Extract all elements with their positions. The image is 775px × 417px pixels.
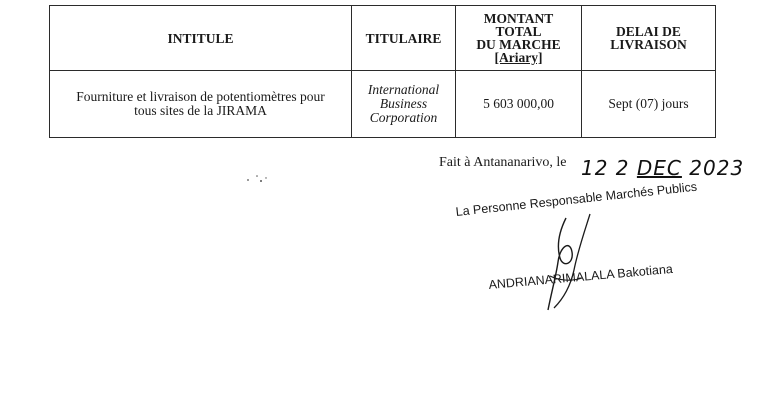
header-delai-line2: LIVRAISON <box>610 37 687 52</box>
table-header-row <box>50 6 716 71</box>
scan-speck-mark <box>245 172 271 186</box>
date-stamp-year: 2023 <box>689 156 745 180</box>
cell-titulaire-line1: International <box>367 82 440 97</box>
table-row <box>50 71 716 138</box>
date-stamp-month: DEC <box>636 156 682 180</box>
handwritten-signature <box>530 210 610 320</box>
cell-delai: Sept (07) jours <box>582 71 716 138</box>
header-montant <box>456 6 582 71</box>
cell-intitule-line2: tous sites de la JIRAMA <box>134 103 267 118</box>
cell-titulaire <box>352 71 456 138</box>
header-titulaire: TITULAIRE <box>352 6 456 71</box>
date-stamp-day: 12 2 <box>581 156 630 180</box>
header-montant-line1: MONTANT <box>483 11 554 26</box>
header-montant-line3: DU MARCHE <box>476 37 561 52</box>
header-intitule: INTITULE <box>50 6 352 71</box>
cell-titulaire-line3: Corporation <box>369 110 438 125</box>
cell-intitule-line1: Fourniture et livraison de potentiomètres pour <box>76 89 325 104</box>
header-montant-line2: TOTAL <box>495 24 542 39</box>
place-date-line: Fait à Antananarivo, le <box>439 155 567 170</box>
date-stamp <box>581 156 744 180</box>
contract-table <box>49 5 716 138</box>
header-delai-line1: DELAI DE <box>616 24 681 39</box>
header-montant-unit: [Ariary] <box>494 50 543 65</box>
cell-montant: 5 603 000,00 <box>456 71 582 138</box>
header-delai <box>582 6 716 71</box>
cell-intitule <box>50 71 352 138</box>
signatory-title: La Personne Responsable Marchés Publics <box>455 179 698 219</box>
signatory-name: ANDRIANARIMALALA Bakotiana <box>488 261 674 292</box>
cell-titulaire-line2: Business <box>379 96 428 111</box>
